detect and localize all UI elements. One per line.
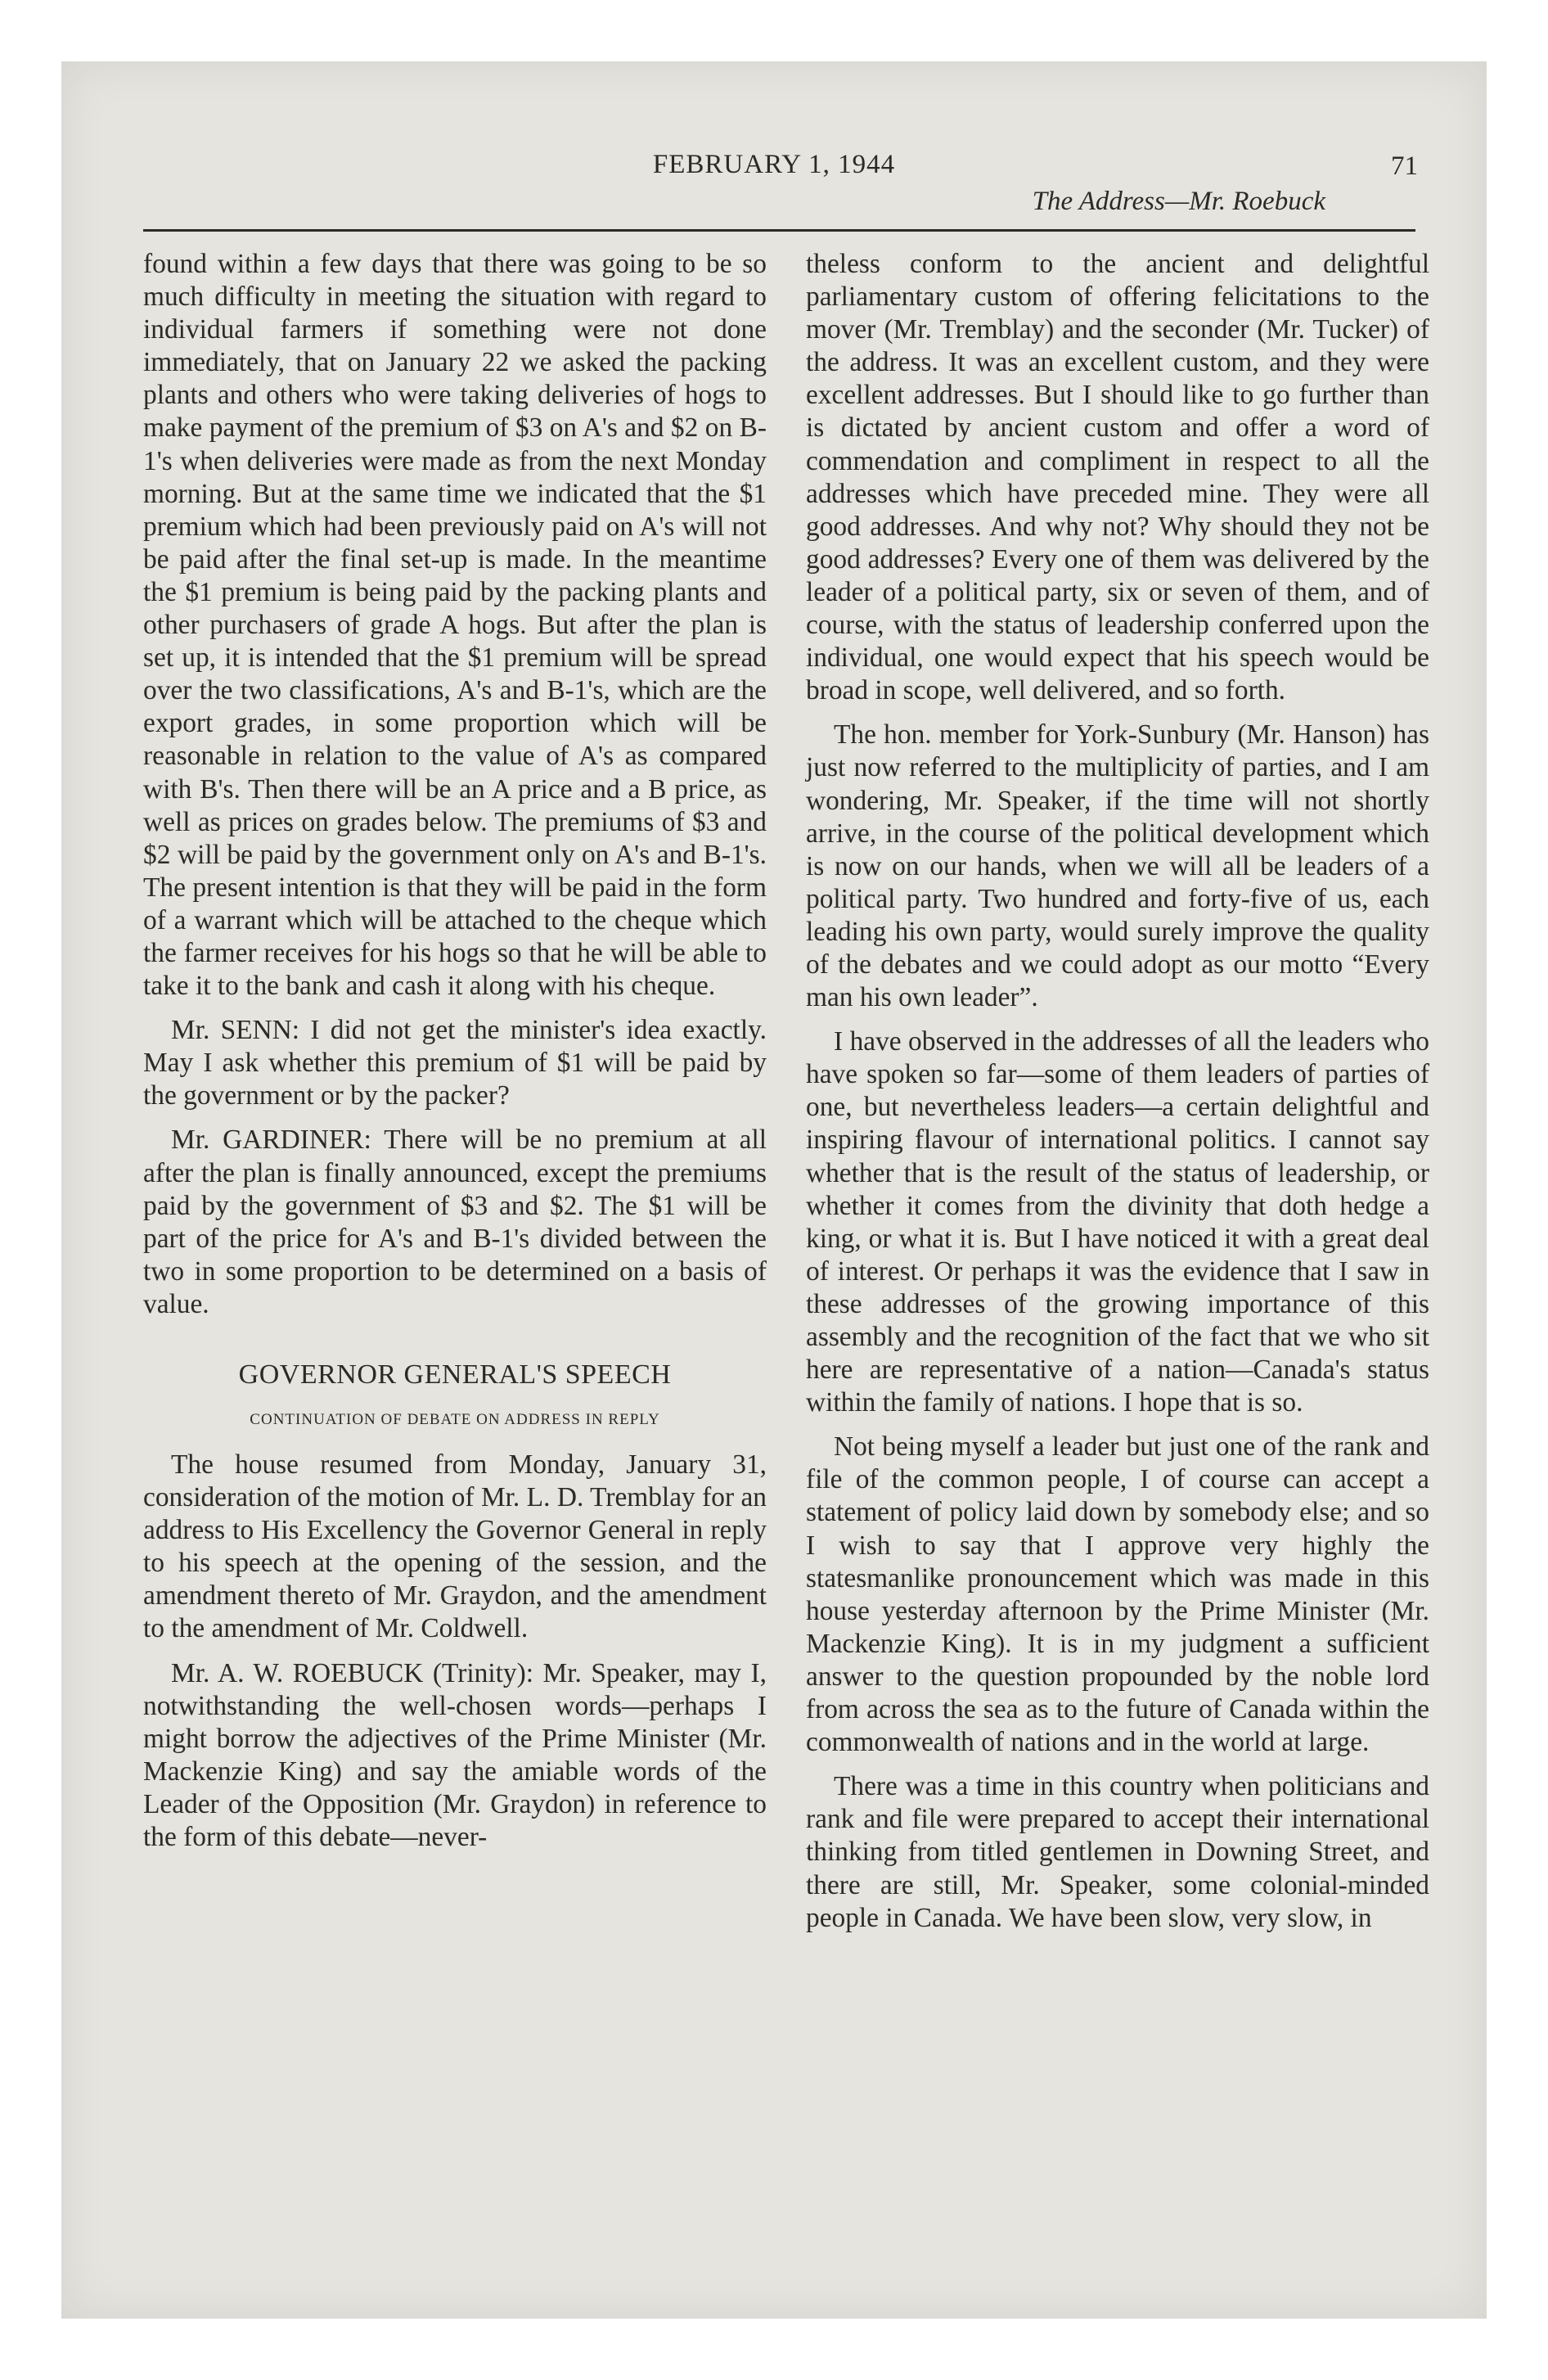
paragraph: Not being myself a leader but just one of the rank and file of the common people, I of course can accept a statement of policy laid down by somebody else; and so I wish to say that I approve very highly the statesmanlike pronouncement which was made in this house yesterday afternoon by the Prime Minister (Mr. Mackenzie King). It is in my judgment a sufficient answer to the question propounded by the noble lord from across the sea as to the future of Canada within the commonwealth of nations and in the world at large. [806,1431,1429,1758]
section-subhead: The Address—Mr. Roebuck [1032,187,1325,216]
paragraph: Mr. SENN: I did not get the minister's idea exactly. May I ask whether this premium of $1 will be paid by the government or by the packer? [143,1015,767,1111]
paragraph: found within a few days that there was going to be so much difficulty in meeting the situation with regard to individual farmers if something were not done immediately, that on January 22 we asked the packing plants and others who were taking deliveries of hogs to make payment of the premium of $3 on A's and $2 on B-1's when deliveries were made as from the next Monday morning. But at the same time we indicated that the $1 premium which had been previously paid on A's will not be paid after the final set-up is made. In the meantime the $1 premium is being paid by the packing plants and other purchasers of grade A hogs. But after the plan is set up, it is intended that the $1 premium will be spread over the two classifications, A's and B-1's, which are the export grades, in some proportion which will be reasonable in relation to the value of A's as compared with B's. Then there will be an A price and a B price, as well as prices on grades below. The premiums of $3 and $2 will be paid by the government only on A's and B-1's. The present intention is that they will be paid in the form of a warrant which will be attached to the cheque which the farmer receives for his hogs so that he will be able to take it to the bank and cash it along with his cheque. [143,249,767,1002]
paragraph: The hon. member for York-Sunbury (Mr. Hanson) has just now referred to the multiplicity of parties, and I am wondering, Mr. Speaker, if the time will not shortly arrive, in the course of the political development which is now on our hands, when we will all be leaders of a political party. Two hundred and forty-five of us, each leading his own party, would surely improve the quality of the debates and we could adopt as our motto “Every man his own leader”. [806,719,1429,1013]
header-rule [143,229,1415,232]
paragraph: I have observed in the addresses of all the leaders who have spoken so far—some of them leaders of parties of one, but nevertheless leaders—a certain delightful and inspiring flavour of international politics. I cannot say whether that is the result of the status of leadership, or whether it comes from the divinity that doth hedge a king, or what it is. But I have noticed it with a great deal of interest. Or perhaps it was the evidence that I saw in these addresses of the growing importance of this assembly and the recognition of the fact that we who sit here are representative of a nation—Canada's status within the family of nations. I hope that is so. [806,1026,1429,1418]
paragraph: Mr. GARDINER: There will be no premium at all after the plan is finally announced, except the premiums paid by the government of $3 and $2. The $1 will be part of the price for A's and B-1's divided between the two in some proportion to be determined on a basis of value. [143,1125,767,1319]
left-column [143,248,767,1854]
paragraph: theless conform to the ancient and delightful parliamentary custom of offering felicitations to the mover (Mr. Tremblay) and the seconder (Mr. Tucker) of the address. It was an excellent custom, and they were excellent addresses. But I should like to go further than is dictated by ancient custom and offer a word of commendation and compliment in respect to all the addresses which have preceded mine. They were all good addresses. And why not? Why should they not be good addresses? Every one of them was delivered by the leader of a political party, six or seven of them, and of course, with the status of leadership conferred upon the individual, one would expect that his speech would be broad in scope, well delivered, and so forth. [806,249,1429,706]
running-head-date: FEBRUARY 1, 1944 [652,150,896,179]
page-number: 71 [1391,151,1418,181]
paragraph: The house resumed from Monday, January 31, consideration of the motion of Mr. L. D. Tremblay for an address to His Excellency the Governor General in reply to his speech at the opening of the session, and the amendment thereto of Mr. Graydon, and the amendment to the amendment of Mr. Coldwell. [143,1449,767,1644]
right-column [806,248,1429,1935]
section-subtitle: CONTINUATION OF DEBATE ON ADDRESS IN REPLY [250,1411,660,1428]
paragraph: Mr. A. W. ROEBUCK (Trinity): Mr. Speaker, may I, notwithstanding the well-chosen words—perhaps I might borrow the adjectives of the Prime Minister (Mr. Mackenzie King) and say the amiable words of the Leader of the Opposition (Mr. Graydon) in reference to the form of this debate—never- [143,1657,767,1853]
section-title: GOVERNOR GENERAL'S SPEECH [238,1359,672,1390]
page [61,61,1487,2319]
paragraph: There was a time in this country when politicians and rank and file were prepared to accept their international thinking from titled gentlemen in Downing Street, and there are still, Mr. Speaker, some colonial-minded people in Canada. We have been slow, very slow, in [806,1771,1429,1933]
